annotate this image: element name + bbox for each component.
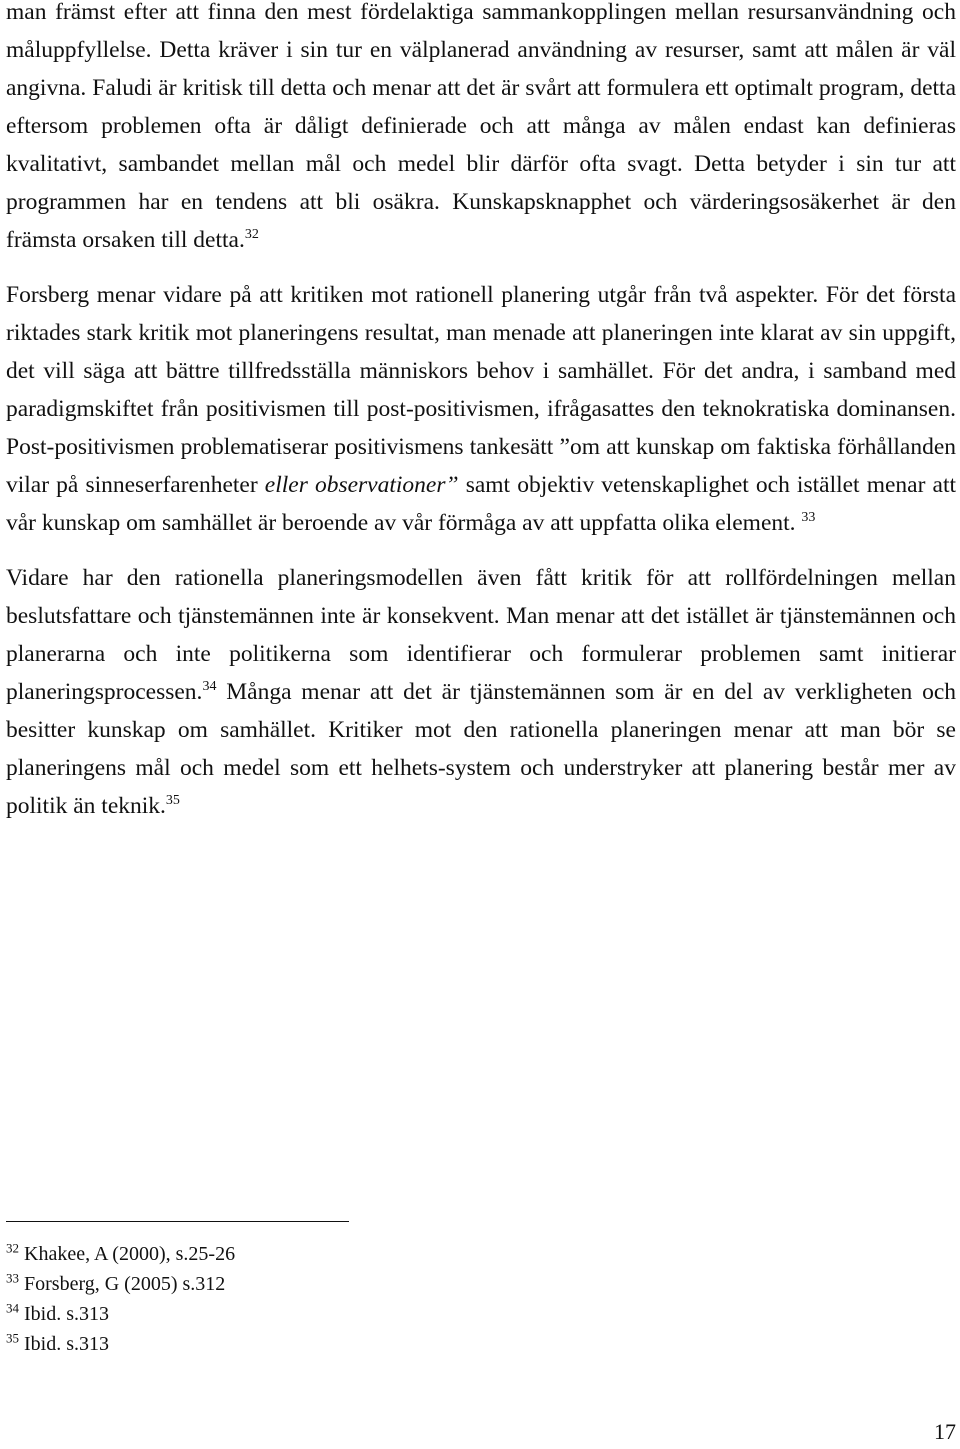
body-paragraph-1 [6, 0, 956, 259]
body-paragraph-3 [6, 559, 956, 825]
paragraph-text: Många menar att det är tjänstemännen som är en del av verkligheten och besitter kunskap om samhället. Kritiker mot den rationella planeringen menar att man bör se planeringens mål och medel som ett helhets-system och understryker att planering består mer av politik än teknik. [6, 679, 956, 819]
page-number: 17 [934, 1419, 956, 1444]
document-page [6, 0, 956, 825]
footnote-number: 35 [6, 1330, 19, 1346]
footnote [6, 1269, 706, 1299]
footnote-ref: 35 [165, 793, 180, 809]
quote-close: ” [445, 472, 459, 498]
footnote-separator [6, 1221, 349, 1222]
body-paragraph-2 [6, 276, 956, 542]
footnote [6, 1299, 706, 1329]
footnote-number: 33 [6, 1270, 19, 1286]
footnote [6, 1239, 706, 1269]
footnote-text: Khakee, A (2000), s.25-26 [24, 1243, 236, 1265]
footnote-number: 34 [6, 1300, 19, 1316]
paragraph-text: samt objektiv vetenskaplighet och istället menar att vår kunskap om samhället är beroende av vår förmåga av att uppfatta olika element. [6, 472, 956, 536]
footnote-text: Ibid. s.313 [24, 1333, 109, 1355]
paragraph-text: Forsberg menar vidare på att kritiken mot rationell planering utgår från två aspekter. För det första riktades stark kritik mot planeringens resultat, man menade att planeringen inte klarat av sin uppgift, det vill säga att bättre tillfredsställa människors behov i samhället. För det andra, i samband med paradigmskiftet från positivismen till post-positivismen, ifrågasattes den teknokratiska dominansen. Post-positivismen problematiserar positivismens tankesätt [6, 282, 956, 460]
footnote [6, 1329, 706, 1359]
footnote-number: 32 [6, 1240, 19, 1256]
quoted-text: om att kunskap om faktiska förhållanden vilar på sinneserfarenheter eller observationer [6, 434, 956, 498]
paragraph-text: Vidare har den rationella planeringsmodellen även fått kritik för att rollfördelningen mellan beslutsfattare och tjänstemännen inte är konsekvent. Man menar att det istället är tjänstemännen och planerarna och inte politikerna som identifierar och formulerar problemen samt initierar planeringsprocessen. [6, 565, 956, 705]
quoted-text-italic: eller observationer [264, 472, 446, 498]
footnote-ref: 32 [244, 227, 259, 243]
paragraph-text: man främst efter att finna den mest fördelaktiga sammankopplingen mellan resursanvändning och måluppfyllelse. Detta kräver i sin tur en välplanerad användning av resurser, samt att målen är väl angivna. Faludi är kritisk till detta och menar att det är svårt att formulera ett optimalt program, detta eftersom problemen ofta är dåligt definierade och att många av målen endast kan definieras kvalitativt, sambandet mellan mål och medel blir därför ofta svagt. Detta betyder i sin tur att programmen har en tendens att bli osäkra. Kunskapsknapphet och värderingsosäkerhet är den främsta orsaken till detta. [6, 0, 956, 253]
footnote-text: Ibid. s.313 [24, 1303, 109, 1325]
quote-open: ” [559, 434, 570, 460]
footnotes [6, 1239, 706, 1359]
footnote-ref: 33 [801, 510, 816, 526]
footnote-ref: 34 [202, 679, 217, 695]
footnote-text: Forsberg, G (2005) s.312 [24, 1273, 226, 1295]
